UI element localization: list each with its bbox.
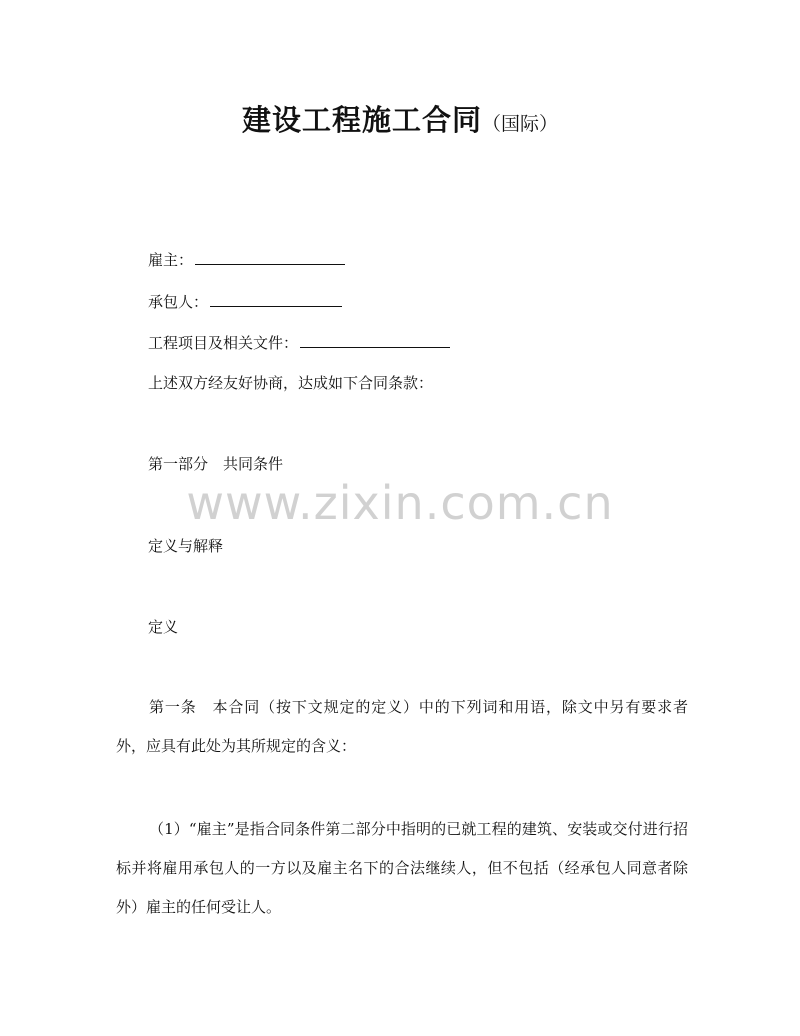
field-project-label: 工程项目及相关文件： bbox=[148, 334, 299, 352]
field-employer-label: 雇主： bbox=[148, 251, 194, 269]
section-heading: 定义与解释 bbox=[148, 537, 224, 555]
clause-1: （1）“雇主”是指合同条件第二部分中指明的已就工程的建筑、安装或交付进行招标并将雇用承包人的一方以及雇主名下的合法继续人，但不包括（经承包人同意者除外）雇主的任何受让人。 bbox=[116, 820, 688, 916]
article-1: 第一条 本合同（按下文规定的定义）中的下列词和用语，除文中另有要求者外，应具有此处为其所规定的含义： bbox=[116, 698, 688, 755]
watermark: www.zixin.com.cn bbox=[186, 476, 614, 530]
field-employer bbox=[148, 250, 345, 270]
subsection-heading: 定义 bbox=[148, 618, 179, 636]
title-sub: （国际） bbox=[482, 113, 559, 135]
intro-text: 上述双方经友好协商，达成如下合同条款： bbox=[148, 374, 434, 392]
field-contractor-blank bbox=[210, 292, 342, 307]
field-contractor bbox=[148, 292, 342, 312]
field-project bbox=[148, 333, 450, 353]
field-contractor-label: 承包人： bbox=[148, 293, 209, 311]
field-project-blank bbox=[300, 333, 450, 348]
field-employer-blank bbox=[195, 250, 345, 265]
part-heading: 第一部分 共同条件 bbox=[148, 455, 284, 473]
title-main: 建设工程施工合同 bbox=[241, 103, 482, 137]
document-title bbox=[0, 98, 800, 139]
